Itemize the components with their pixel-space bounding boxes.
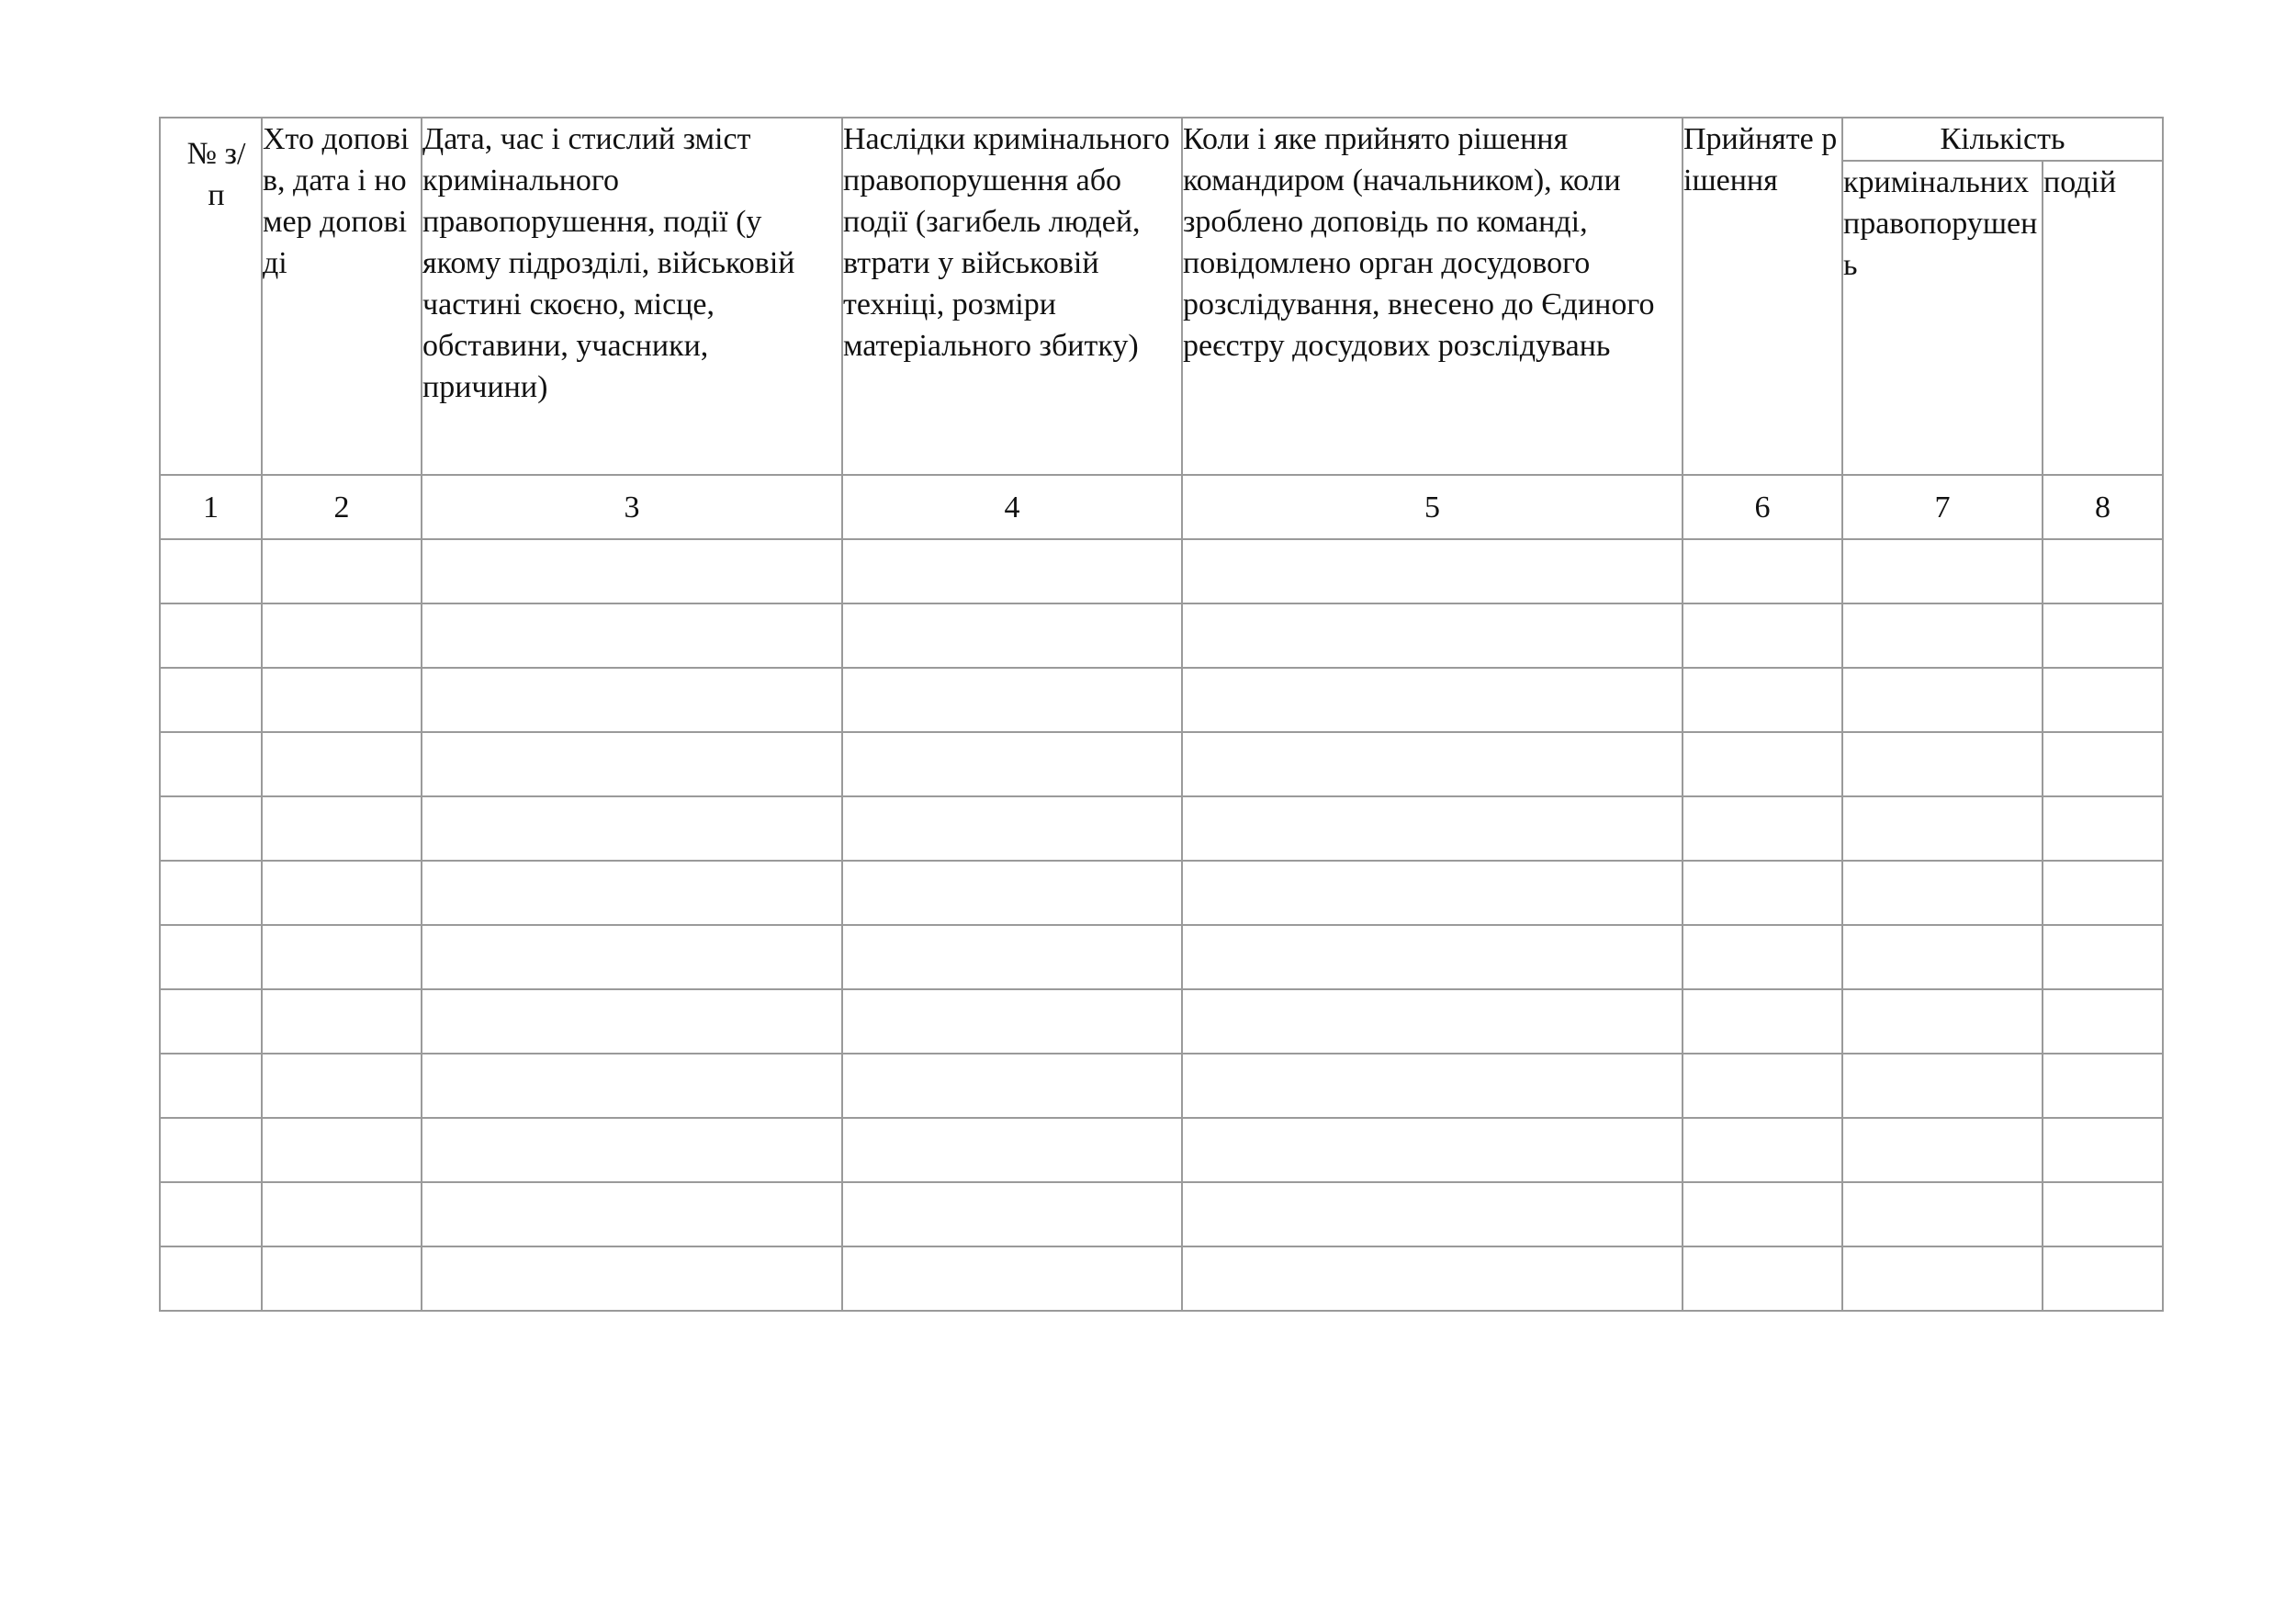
column-number-row: [160, 475, 2163, 539]
table-cell[interactable]: [2043, 539, 2163, 603]
table-cell[interactable]: [842, 732, 1182, 796]
table-cell[interactable]: [160, 925, 262, 989]
table-cell[interactable]: [1842, 668, 2043, 732]
table-cell[interactable]: [2043, 732, 2163, 796]
table-cell[interactable]: [422, 925, 842, 989]
table-cell[interactable]: [422, 603, 842, 668]
table-cell[interactable]: [1683, 796, 1842, 861]
column-number: 8: [2043, 475, 2163, 539]
header-offenses-count: кримінальних правопорушень: [1842, 161, 2043, 475]
table-cell[interactable]: [1182, 925, 1683, 989]
table-cell[interactable]: [160, 1054, 262, 1118]
table-cell[interactable]: [1842, 732, 2043, 796]
table-cell[interactable]: [422, 1246, 842, 1311]
table-cell[interactable]: [262, 796, 422, 861]
table-cell[interactable]: [2043, 925, 2163, 989]
table-cell[interactable]: [1842, 989, 2043, 1054]
table-cell[interactable]: [160, 732, 262, 796]
table-cell[interactable]: [160, 1118, 262, 1182]
table-cell[interactable]: [1842, 1246, 2043, 1311]
table-row: [160, 1182, 2163, 1246]
incident-register-table: [159, 117, 2164, 1312]
table-cell[interactable]: [842, 1054, 1182, 1118]
header-reporter: Хто доповів, дата і номер доповіді: [262, 118, 422, 475]
table-row: [160, 603, 2163, 668]
table-cell[interactable]: [1182, 796, 1683, 861]
table-cell[interactable]: [842, 1246, 1182, 1311]
table-cell[interactable]: [422, 861, 842, 925]
table-cell[interactable]: [842, 1182, 1182, 1246]
column-number: 1: [160, 475, 262, 539]
table-cell[interactable]: [422, 796, 842, 861]
header-quantity-group: Кількість: [1842, 118, 2163, 161]
table-cell[interactable]: [262, 603, 422, 668]
header-decision-taken: Прийняте рішення: [1683, 118, 1842, 475]
table-cell[interactable]: [1182, 989, 1683, 1054]
table-row: [160, 668, 2163, 732]
table-cell[interactable]: [160, 861, 262, 925]
table-cell[interactable]: [160, 1182, 262, 1246]
table-row: [160, 1054, 2163, 1118]
table-row: [160, 732, 2163, 796]
table-cell[interactable]: [1683, 732, 1842, 796]
table-cell[interactable]: [842, 796, 1182, 861]
table-cell[interactable]: [2043, 796, 2163, 861]
table-cell[interactable]: [1842, 603, 2043, 668]
table-cell[interactable]: [160, 989, 262, 1054]
header-events-count: подій: [2043, 161, 2163, 475]
table-cell[interactable]: [1182, 1118, 1683, 1182]
table-cell[interactable]: [160, 539, 262, 603]
table-row: [160, 539, 2163, 603]
table-cell[interactable]: [2043, 1246, 2163, 1311]
table-cell[interactable]: [1683, 539, 1842, 603]
table-cell[interactable]: [1683, 668, 1842, 732]
table-cell[interactable]: [1182, 1246, 1683, 1311]
table-cell[interactable]: [1182, 603, 1683, 668]
table-cell[interactable]: [160, 603, 262, 668]
table-row: [160, 861, 2163, 925]
table-cell[interactable]: [842, 989, 1182, 1054]
column-number: 4: [842, 475, 1182, 539]
table-row: [160, 796, 2163, 861]
column-number: 2: [262, 475, 422, 539]
table-cell[interactable]: [422, 989, 842, 1054]
table-cell[interactable]: [1182, 1182, 1683, 1246]
column-number: 7: [1842, 475, 2043, 539]
header-offense-summary: Дата, час і стислий зміст кримінального правопорушення, події (у якому підрозділі, військовій частині скоєно, місце, обставини, учасники, причини): [422, 118, 842, 475]
table-cell[interactable]: [422, 1182, 842, 1246]
table-cell[interactable]: [842, 668, 1182, 732]
table-cell[interactable]: [422, 732, 842, 796]
table-cell[interactable]: [422, 1118, 842, 1182]
header-consequences: Наслідки кримінального правопорушення або події (загибель людей, втрати у військовій техніці, розміри матеріального збитку): [842, 118, 1182, 475]
table-cell[interactable]: [262, 1182, 422, 1246]
table-cell[interactable]: [160, 668, 262, 732]
header-row: [160, 118, 2163, 161]
column-number: 5: [1182, 475, 1683, 539]
table-cell[interactable]: [1842, 925, 2043, 989]
table-cell[interactable]: [262, 1246, 422, 1311]
table-cell[interactable]: [262, 668, 422, 732]
table-row: [160, 1118, 2163, 1182]
column-number: 6: [1683, 475, 1842, 539]
table-cell[interactable]: [2043, 1118, 2163, 1182]
table-cell[interactable]: [1683, 925, 1842, 989]
table-cell[interactable]: [1182, 668, 1683, 732]
table-cell[interactable]: [2043, 1054, 2163, 1118]
table-cell[interactable]: [1182, 539, 1683, 603]
table-cell[interactable]: [1683, 603, 1842, 668]
table-cell[interactable]: [2043, 989, 2163, 1054]
table-cell[interactable]: [1842, 861, 2043, 925]
table-cell[interactable]: [1683, 1118, 1842, 1182]
table-cell[interactable]: [1182, 861, 1683, 925]
table-cell[interactable]: [2043, 668, 2163, 732]
table-cell[interactable]: [160, 796, 262, 861]
header-commander-decision: Коли і яке прийнято рішення командиром (начальником), коли зроблено доповідь по команді, повідомлено орган досудового розслідування, внесено до Єдиного реєстру досудових розслідувань: [1182, 118, 1683, 475]
table-cell[interactable]: [1842, 1118, 2043, 1182]
table-cell[interactable]: [2043, 861, 2163, 925]
table-cell[interactable]: [1683, 1054, 1842, 1118]
table-cell[interactable]: [842, 1118, 1182, 1182]
table-cell[interactable]: [422, 539, 842, 603]
table-cell[interactable]: [262, 989, 422, 1054]
table-cell[interactable]: [842, 925, 1182, 989]
table-cell[interactable]: [160, 1246, 262, 1311]
table-cell[interactable]: [1842, 796, 2043, 861]
column-number: 3: [422, 475, 842, 539]
table-cell[interactable]: [262, 861, 422, 925]
table-row: [160, 925, 2163, 989]
table-cell[interactable]: [1683, 989, 1842, 1054]
table-cell[interactable]: [842, 861, 1182, 925]
table-cell[interactable]: [262, 925, 422, 989]
table-cell[interactable]: [2043, 1182, 2163, 1246]
header-number: № з/п: [160, 118, 262, 475]
table-cell[interactable]: [1182, 732, 1683, 796]
table-row: [160, 1246, 2163, 1311]
table-cell[interactable]: [842, 539, 1182, 603]
table-row: [160, 989, 2163, 1054]
table-cell[interactable]: [262, 1054, 422, 1118]
table-cell[interactable]: [1683, 1246, 1842, 1311]
table-cell[interactable]: [842, 603, 1182, 668]
table-cell[interactable]: [262, 1118, 422, 1182]
table-cell[interactable]: [1842, 1054, 2043, 1118]
table-cell[interactable]: [422, 668, 842, 732]
table-cell[interactable]: [1842, 539, 2043, 603]
table-cell[interactable]: [262, 732, 422, 796]
table-cell[interactable]: [2043, 603, 2163, 668]
table-cell[interactable]: [1683, 1182, 1842, 1246]
table-cell[interactable]: [1683, 861, 1842, 925]
table-cell[interactable]: [1842, 1182, 2043, 1246]
table-cell[interactable]: [422, 1054, 842, 1118]
table-cell[interactable]: [262, 539, 422, 603]
table-cell[interactable]: [1182, 1054, 1683, 1118]
